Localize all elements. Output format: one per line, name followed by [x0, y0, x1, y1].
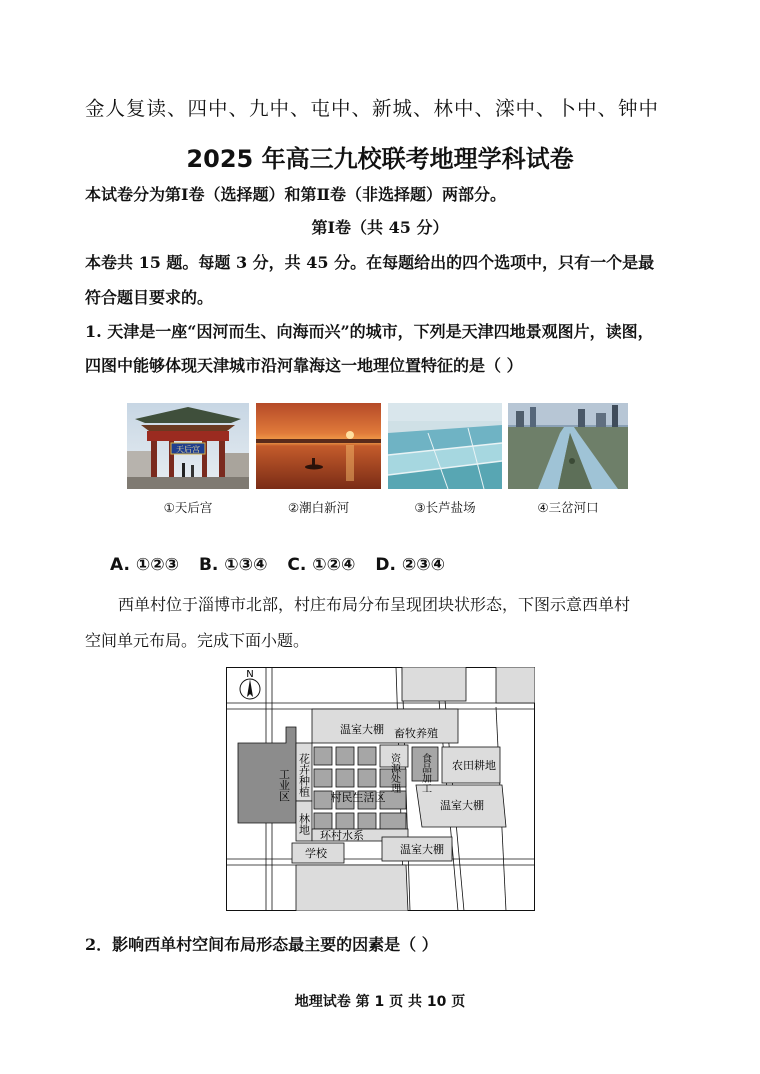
- label-greenhouse-bottom: 温室大棚: [400, 843, 444, 856]
- photo-chaobai-river: [256, 403, 381, 489]
- option-d[interactable]: D. ②③④: [375, 555, 446, 575]
- caption-photo-2: ②潮白新河: [287, 500, 350, 515]
- label-flower: 花卉种植: [297, 753, 311, 797]
- option-c[interactable]: C. ①②④: [287, 555, 356, 575]
- caption-photo-1: ①天后宫: [163, 500, 213, 515]
- passage-line-1: 西单村位于淄博市北部，村庄布局分布呈现团块状形态，下图示意西单村: [118, 595, 631, 614]
- instructions-line-1: 本卷共 15 题。每题 3 分，共 45 分。在每题给出的四个选项中，只有一个是最: [85, 253, 655, 272]
- question-1-line-2: 四图中能够体现天津城市沿河靠海这一地理位置特征的是（ ）: [85, 356, 523, 375]
- exam-intro: 本试卷分为第Ⅰ卷（选择题）和第Ⅱ卷（非选择题）两部分。: [85, 185, 506, 204]
- label-resource: 资源处理: [388, 753, 400, 793]
- label-residential: 村民生活区: [330, 791, 386, 804]
- label-food: 食品加工: [419, 753, 431, 793]
- option-b[interactable]: B. ①③④: [198, 555, 268, 575]
- north-label: N: [246, 669, 254, 680]
- label-greenhouse-right: 温室大棚: [440, 799, 484, 812]
- village-layout-map: [226, 667, 535, 911]
- photo-tianhou-temple: [127, 403, 249, 489]
- instructions-line-2: 符合题目要求的。: [85, 288, 214, 307]
- label-industry: 工业区: [277, 768, 291, 802]
- caption-photo-4: ④三岔河口: [537, 500, 599, 515]
- temple-sign-text: 天后宫: [176, 445, 200, 454]
- question-1-line-1: 1. 天津是一座“因河而生、向海而兴”的城市，下列是天津四地景观图片，读图，: [85, 322, 654, 341]
- label-school: 学校: [305, 847, 327, 860]
- label-forest: 林地: [297, 813, 311, 835]
- page-footer: 地理试卷 第 1 页 共 10 页: [294, 994, 466, 1010]
- section-heading: 第Ⅰ卷（共 45 分）: [311, 218, 449, 237]
- caption-photo-3: ③长芦盐场: [414, 500, 476, 515]
- option-a[interactable]: A. ①②③: [110, 555, 180, 575]
- photo-sancha-estuary: [508, 403, 628, 489]
- label-greenhouse-top: 温室大棚: [340, 723, 384, 736]
- photo-changlu-salt-field: [388, 403, 502, 489]
- label-livestock: 畜牧养殖: [394, 727, 438, 740]
- label-water: 环村水系: [320, 829, 364, 842]
- label-farmland: 农田耕地: [452, 759, 496, 772]
- school-list: 金人复读、四中、九中、屯中、新城、林中、滦中、卜中、钟中: [85, 97, 660, 120]
- exam-title: 2025 年高三九校联考地理学科试卷: [186, 145, 574, 173]
- question-1-options: [110, 555, 459, 575]
- question-2: 2．影响西单村空间布局形态最主要的因素是（ ）: [85, 935, 438, 954]
- passage-line-2: 空间单元布局。完成下面小题。: [85, 631, 310, 650]
